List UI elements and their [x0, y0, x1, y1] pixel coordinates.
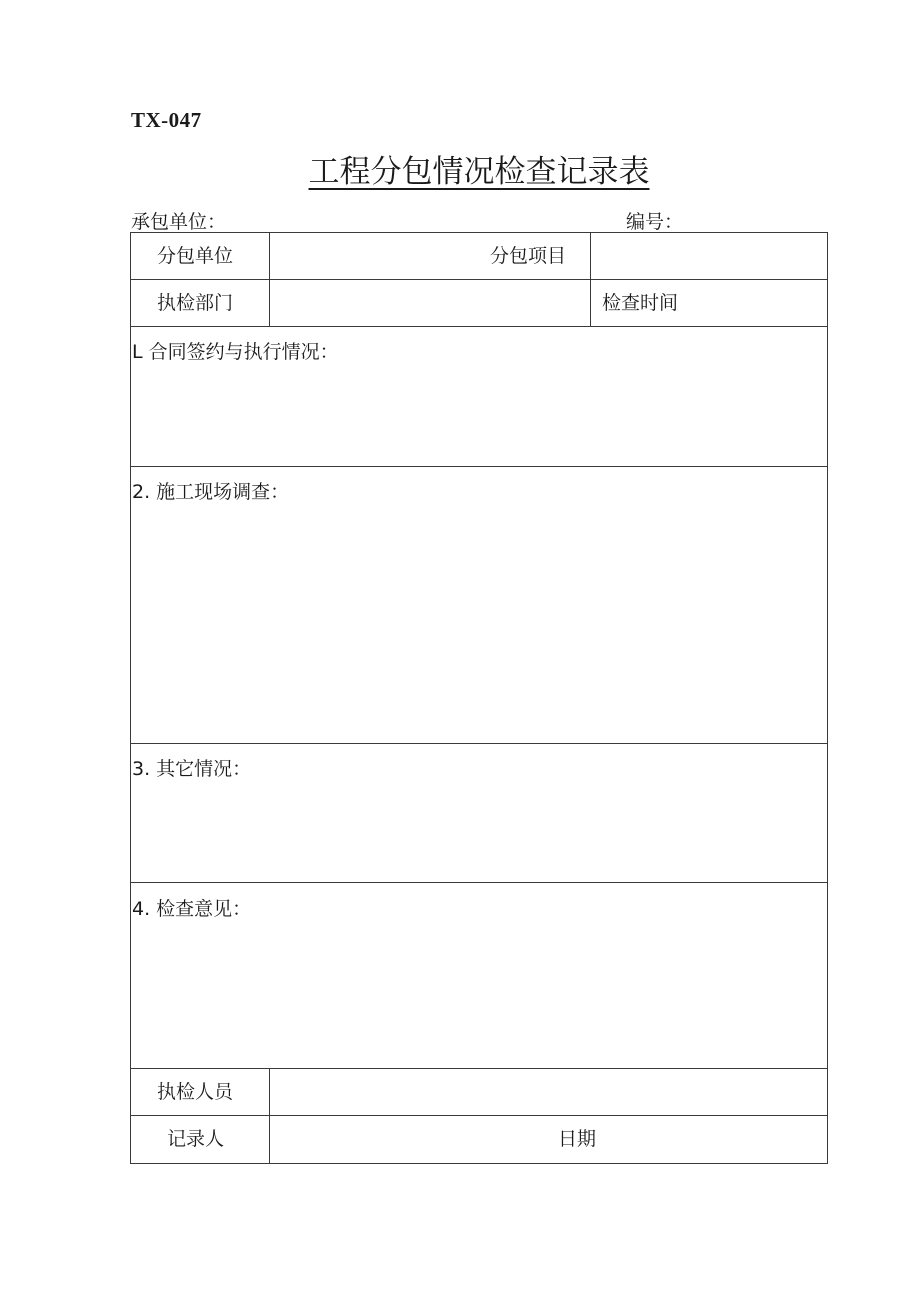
row-divider	[131, 743, 827, 744]
subcontract-unit-label: 分包单位	[157, 245, 234, 267]
form-title: 工程分包情况检查记录表	[308, 154, 650, 190]
row-divider	[131, 1115, 827, 1116]
subcontract-item-field[interactable]	[591, 233, 827, 279]
inspection-time-label: 检查时间	[602, 292, 679, 314]
section-other-field[interactable]	[131, 782, 827, 881]
date-label: 日期	[558, 1128, 597, 1150]
section-other-label: 3. 其它情况：	[132, 758, 252, 780]
inspection-dept-label: 执检部门	[157, 292, 234, 314]
section-contract-field[interactable]	[131, 365, 827, 465]
row-divider	[131, 326, 827, 327]
section-opinion-field[interactable]	[131, 922, 827, 1067]
contractor-label: 承包单位：	[131, 211, 227, 233]
section-opinion-label: 4. 检查意见：	[132, 898, 252, 920]
section-site-survey-label: 2. 施工现场调查：	[132, 481, 290, 503]
row-divider	[131, 466, 827, 467]
section-contract-label: L 合同签约与执行情况：	[132, 341, 339, 363]
subcontract-item-label: 分包项目	[490, 245, 567, 267]
section-site-survey-field[interactable]	[131, 505, 827, 742]
document-code: TX-047	[131, 108, 202, 132]
inspection-form-table	[130, 232, 828, 1164]
row-divider	[131, 882, 827, 883]
recorder-label: 记录人	[167, 1128, 225, 1150]
form-title-wrap	[0, 146, 920, 191]
number-label: 编号：	[626, 211, 684, 233]
inspectors-label: 执检人员	[157, 1081, 234, 1103]
inspection-dept-field[interactable]	[270, 280, 590, 326]
inspectors-field[interactable]	[270, 1069, 827, 1115]
